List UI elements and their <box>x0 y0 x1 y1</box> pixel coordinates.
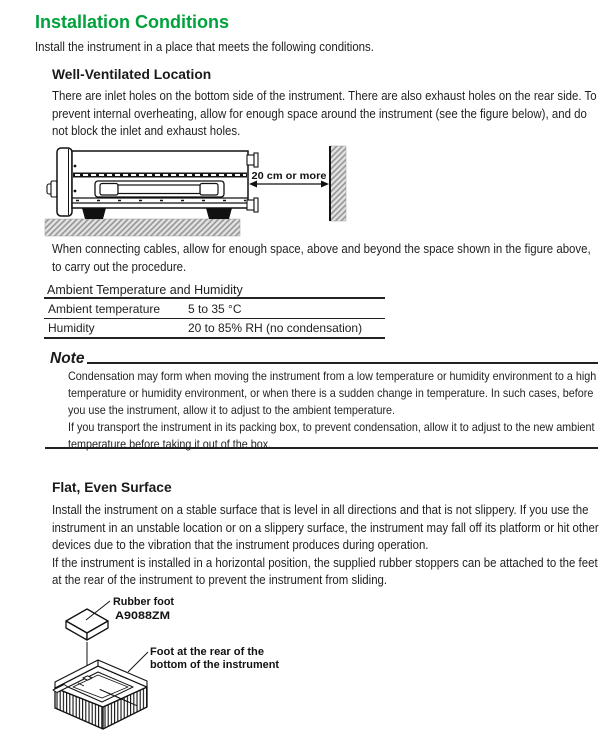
flat-surface-paragraphs <box>52 501 600 589</box>
wall <box>330 146 346 221</box>
ambient-table <box>44 297 385 339</box>
row-value: 5 to 35 °C <box>188 301 242 316</box>
row-value: 20 to 85% RH (no condensation) <box>184 318 385 338</box>
ambient-table-caption: Ambient Temperature and Humidity <box>47 283 243 297</box>
note-heading <box>50 351 598 366</box>
clearance-arrow <box>249 170 329 188</box>
intro-text: Install the instrument in a place that meets the following conditions. <box>35 39 374 54</box>
cable-space-paragraph: When connecting cables, allow for enough space, above and beyond the space shown in the figure above, to carry out the procedure. <box>52 241 591 274</box>
rubber-foot-label: Rubber foot <box>113 596 175 608</box>
floor-surface <box>45 219 240 236</box>
table-row-humidity <box>44 318 385 338</box>
note-body <box>68 368 598 453</box>
section-heading-flat-surface: Flat, Even Surface <box>52 480 172 495</box>
note-rule <box>87 362 598 364</box>
note-end-rule <box>45 447 598 449</box>
part-number-label: A9088ZM <box>115 610 170 622</box>
page-title: Installation Conditions <box>35 12 229 32</box>
foot-location-label-line2: bottom of the instrument <box>150 659 280 671</box>
flat-surface-paragraph-1: Install the instrument on a stable surface that is level in all directions and that is not slippery. If you use the instrument in an unstable location or on a slippery surface, the instrument may fall off its platform or hit other devices due to the vibration that the instrument produces during operation. <box>52 502 599 552</box>
leader-line-foot <box>128 652 148 672</box>
row-label: Ambient temperature <box>48 301 161 316</box>
instrument-side-view <box>47 148 258 219</box>
note-paragraph: Condensation may form when moving the instrument from a low temperature or humidity environment to a high temperature or humidity environment, or when there is a sudden change in temperature. In such cases, before you use the instrument, allow it to adjust to the ambient temperature. <box>68 369 597 417</box>
table-row-ambient-temperature <box>44 298 385 318</box>
row-label: Humidity <box>44 318 184 338</box>
clearance-figure <box>36 140 356 240</box>
rubber-foot-figure <box>40 590 340 739</box>
foot-block <box>53 660 147 729</box>
flat-surface-paragraph-2: If the instrument is installed in a horizontal position, the supplied rubber stoppers can be attached to the feet at the rear of the instrument to prevent the instrument from sliding. <box>52 554 598 587</box>
rubber-foot-pad <box>66 609 108 640</box>
note-title: Note <box>50 350 85 367</box>
section-heading-well-ventilated: Well-Ventilated Location <box>52 67 212 82</box>
note-paragraph: If you transport the instrument in its packing box, to prevent condensation, allow it to adjust to the new ambient temperature before taking it out of the box. <box>68 420 595 451</box>
clearance-label: 20 cm or more <box>251 170 327 182</box>
well-ventilated-paragraph: There are inlet holes on the bottom side of the instrument. There are also exhaust holes on the rear side. To prevent internal overheating, allow for enough space around the instrument (see the figure below), and do not block the inlet and exhaust holes. <box>52 88 597 138</box>
foot-location-label-line1: Foot at the rear of the <box>150 646 264 658</box>
